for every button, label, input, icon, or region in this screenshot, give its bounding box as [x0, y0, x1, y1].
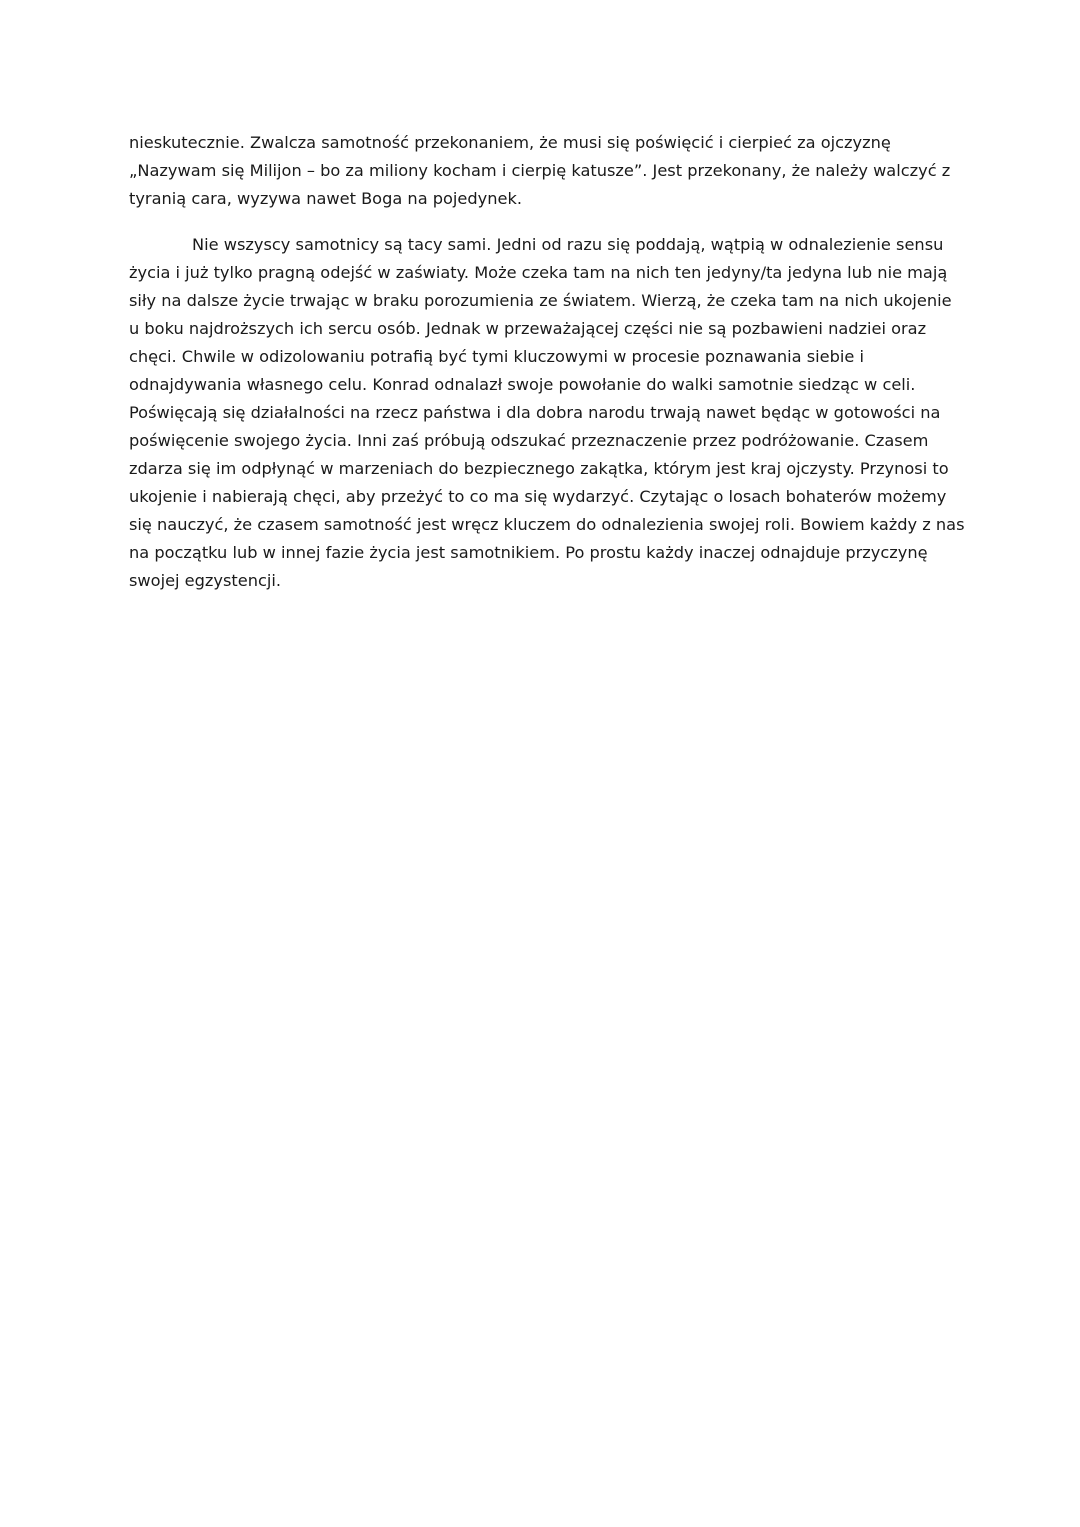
paragraph-line: ukojenie i nabierają chęci, aby przeżyć to co ma się wydarzyć. Czytając o losach bohaterów możemy [129, 487, 947, 506]
paragraph-line: odnajdywania własnego celu. Konrad odnalazł swoje powołanie do walki samotnie siedząc w celi. [129, 375, 916, 394]
paragraph-line: poświęcenie swojego życia. Inni zaś próbują odszukać przeznaczenie przez podróżowanie. Czasem [129, 431, 929, 450]
paragraph-line: zdarza się im odpłynąć w marzeniach do bezpiecznego zakątka, którym jest kraj ojczysty. Przynosi to [129, 459, 949, 478]
paragraph-line: siły na dalsze życie trwając w braku porozumienia ze światem. Wierzą, że czeka tam na nich ukojenie [129, 291, 952, 310]
paragraph-1 [129, 129, 959, 213]
paragraph-line: Poświęcają się działalności na rzecz państwa i dla dobra narodu trwają nawet będąc w gotowości na [129, 403, 941, 422]
paragraph-line: Nie wszyscy samotnicy są tacy sami. Jedni od razu się poddają, wątpią w odnalezienie sensu [192, 235, 944, 254]
paragraph-line: chęci. Chwile w odizolowaniu potrafią być tymi kluczowymi w procesie poznawania siebie i [129, 347, 865, 366]
paragraph-line: nieskutecznie. Zwalcza samotność przekonaniem, że musi się poświęcić i cierpieć za ojczyznę [129, 133, 891, 152]
paragraph-2 [129, 231, 965, 595]
paragraph-line: swojej egzystencji. [129, 571, 282, 590]
paragraph-line: życia i już tylko pragną odejść w zaświaty. Może czeka tam na nich ten jedyny/ta jedyna lub nie mają [129, 263, 948, 282]
paragraph-line: „Nazywam się Milijon – bo za miliony kocham i cierpię katusze”. Jest przekonany, że należy walczyć z [129, 161, 951, 180]
paragraph-line: się nauczyć, że czasem samotność jest wręcz kluczem do odnalezienia swojej roli. Bowiem każdy z nas [129, 515, 965, 534]
paragraph-line: tyranią cara, wyzywa nawet Boga na pojedynek. [129, 189, 522, 208]
paragraph-line: u boku najdroższych ich sercu osób. Jednak w przeważającej części nie są pozbawieni nadziei oraz [129, 319, 927, 338]
paragraph-line: na początku lub w innej fazie życia jest samotnikiem. Po prostu każdy inaczej odnajduje przyczynę [129, 543, 928, 562]
